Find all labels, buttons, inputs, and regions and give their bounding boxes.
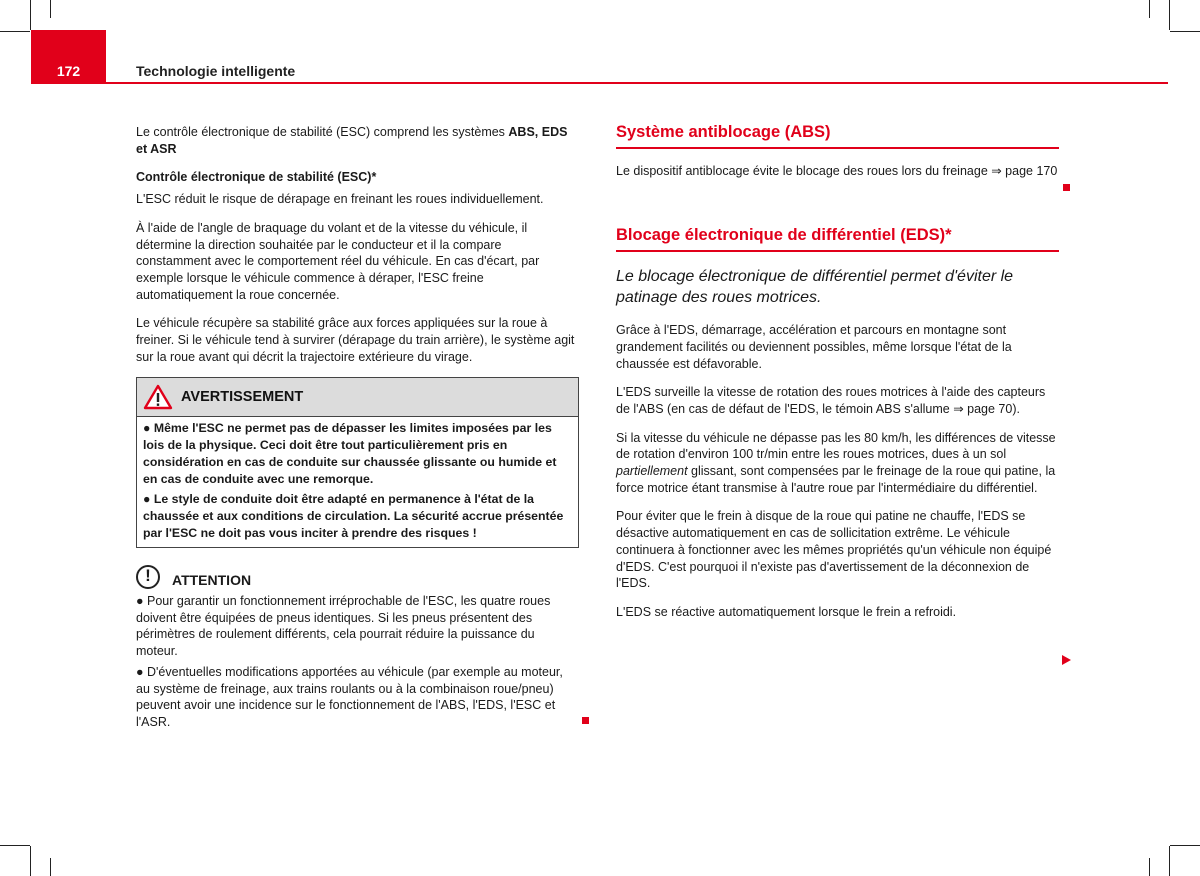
crop-mark [1149, 0, 1150, 18]
attention-item: ● D'éventuelles modifications apportées au véhicule (par exemple au moteur, au système de freinage, aux trains roulants ou à la combinaison roue/pneu) peuvent avoir une incidence sur le fonctionnement de l'ABS, l'EDS, l'ESC et l'ASR. [136, 664, 563, 729]
eds-paragraph-1: Grâce à l'EDS, démarrage, accélération et parcours en montagne sont grandement facilités ou deviennent possibles, même lorsque l'état de la chaussée est défavorable. [616, 323, 1012, 371]
crop-mark [30, 846, 31, 876]
crop-mark [50, 0, 51, 18]
running-title: Technologie intelligente [136, 63, 296, 79]
crop-mark [30, 0, 31, 30]
crop-mark [1170, 31, 1200, 32]
eds-lead: Le blocage électronique de différentiel permet d'éviter le patinage des roues motrices. [616, 268, 1014, 307]
crop-mark [1169, 0, 1170, 30]
left-column [136, 124, 579, 735]
abs-heading: Système antiblocage (ABS) [616, 124, 1059, 149]
eds-paragraph-4: Pour éviter que le frein à disque de la roue qui patine ne chauffe, l'EDS se désactive automatiquement en cas de sollicitation extrême. Le véhicule continuera à fonctionner avec les mêmes propriétés qu'un véhicule non équipé d'EDS. C'est pourquoi il n'existe pas d'avertissement de la déconnexion de l'EDS. [616, 509, 1052, 591]
section-end-mark [1063, 184, 1070, 191]
esc-heading: Contrôle électronique de stabilité (ESC)* [136, 170, 377, 185]
warning-body [137, 417, 578, 547]
warning-item: ● Même l'ESC ne permet pas de dépasser les limites imposées par les lois de la physique. Ceci doit être tout particulièrement pris en considération en cas de conduite sur chaussée glissante ou humide et en cas de conduite avec une remorque. [143, 421, 557, 486]
intro-paragraph: Le contrôle électronique de stabilité (ESC) comprend les systèmes ABS, EDS et ASR [136, 125, 568, 156]
esc-paragraph-1: L'ESC réduit le risque de dérapage en freinant les roues individuellement. [136, 192, 544, 207]
warning-title: AVERTISSEMENT [181, 389, 304, 406]
crop-mark [1149, 858, 1150, 876]
esc-paragraph-3: Le véhicule récupère sa stabilité grâce aux forces appliquées sur la roue à freiner. Si le véhicule tend à survirer (dérapage du train arrière), le système agit sur la roue avant qui décrit la trajectoire extérieure du virage. [136, 316, 575, 364]
warning-header [137, 378, 578, 417]
eds-paragraph-3: Si la vitesse du véhicule ne dépasse pas les 80 km/h, les différences de vitesse de rotation d'environ 100 tr/min entre les roues motrices, dues à un sol partiellement glissant, sont compensées par le freinage de la roue qui patine, la force motrice étant transmise à l'autre roue par l'intermédiaire du différentiel. [616, 430, 1056, 495]
warning-triangle-icon [143, 384, 173, 410]
abs-paragraph: Le dispositif antiblocage évite le blocage des roues lors du freinage ⇒ page 170 [616, 163, 1058, 178]
attention-item: ● Pour garantir un fonctionnement irréprochable de l'ESC, les quatre roues doivent être équipées de pneus identiques. Si les pneus présentent des périmètres de roulement différents, cela pourrait réduire la puissance du moteur. [136, 594, 551, 659]
continue-arrow-icon [1062, 655, 1071, 665]
crop-mark [50, 858, 51, 876]
page-number: 172 [56, 63, 81, 79]
attention-title: ATTENTION [172, 572, 252, 589]
section-end-mark [582, 717, 589, 724]
crop-mark [0, 845, 30, 846]
crop-mark [1170, 845, 1200, 846]
eds-paragraph-5: L'EDS se réactive automatiquement lorsque le frein a refroidi. [616, 604, 957, 619]
header-rule [106, 82, 1168, 84]
eds-paragraph-2: L'EDS surveille la vitesse de rotation des roues motrices à l'aide des capteurs de l'ABS (en cas de défaut de l'EDS, le témoin ABS s'allume ⇒ page 70). [616, 385, 1046, 416]
attention-header [136, 564, 579, 589]
warning-box [136, 377, 579, 548]
crop-mark [0, 31, 30, 32]
warning-item: ● Le style de conduite doit être adapté en permanence à l'état de la chaussée et aux conditions de circulation. La sécurité accrue présentée par l'ESC ne doit pas vous inciter à prendre des risques ! [143, 492, 564, 540]
exclamation-circle-icon: ! [136, 565, 160, 589]
crop-mark [1169, 846, 1170, 876]
right-column [616, 124, 1059, 633]
attention-box [136, 564, 579, 730]
eds-heading: Blocage électronique de différentiel (EDS)* [616, 227, 1059, 252]
esc-paragraph-2: À l'aide de l'angle de braquage du volant et de la vitesse du véhicule, il détermine la direction souhaitée par le conducteur et il la compare constamment avec le comportement réel du véhicule. En cas d'écart, par exemple lorsque le véhicule commence à déraper, l'ESC freine automatiquement la roue concernée. [136, 220, 540, 302]
